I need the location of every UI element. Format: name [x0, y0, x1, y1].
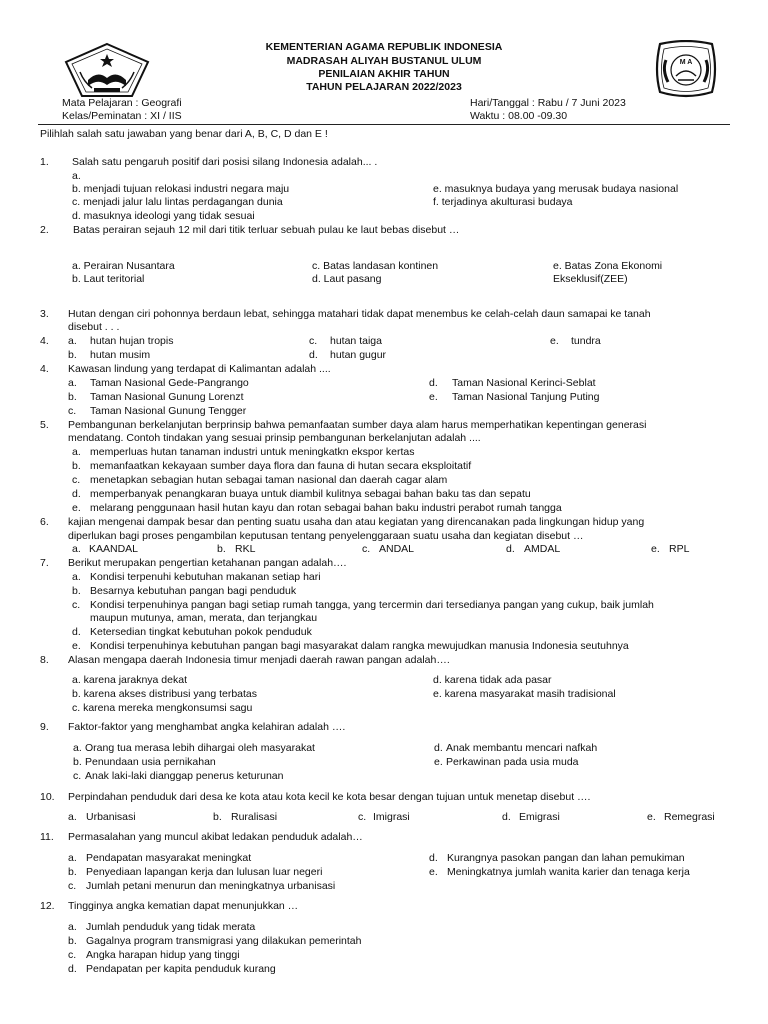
option: hutan musim [90, 349, 151, 361]
option: Remegrasi [664, 811, 715, 823]
option: Penyediaan lapangan kerja dan lulusan luar negeri [86, 866, 323, 878]
option-letter: e. [651, 543, 660, 555]
option-letter: c. [68, 949, 77, 961]
option-letter: e. [434, 756, 443, 768]
option: Ketersedian tingkat kebutuhan pokok penduduk [90, 626, 312, 638]
option: d. Laut pasang [312, 273, 382, 285]
option-letter: a. [72, 446, 81, 458]
option-letter: c. [72, 474, 81, 486]
option: Gagalnya program transmigrasi yang dilakukan pemerintah [86, 935, 362, 947]
option: Pendapatan per kapita penduduk kurang [86, 963, 276, 975]
option-letter: d. [429, 852, 438, 864]
option: Emigrasi [519, 811, 560, 823]
question-number: 5. [40, 419, 49, 431]
option-letter: d. [502, 811, 511, 823]
option: e. karena masyarakat masih tradisional [433, 688, 616, 700]
option: Penundaan usia pernikahan [85, 756, 216, 768]
question-number: 9. [40, 721, 49, 733]
option: Kurangnya pasokan pangan dan lahan pemukiman [447, 852, 685, 864]
question-number: 12. [40, 900, 55, 912]
option-letter: c. [73, 770, 82, 782]
option-letter: b. [73, 756, 82, 768]
option: Kondisi terpenuhi kebutuhan makanan setiap hari [90, 571, 321, 583]
option: melarang penggunaan hasil hutan kayu dan rotan sebagai bahan baku industri perabot rumah tangga [90, 502, 562, 514]
option-letter: b. [217, 543, 226, 555]
option: Ruralisasi [231, 811, 278, 823]
question-text: kajian mengenai dampak besar dan penting suatu usaha dan atau kegiatan yang direncanakan pada lingkungan hidup yang [68, 516, 645, 528]
option: Orang tua merasa lebih dihargai oleh masyarakat [85, 742, 315, 754]
option-letter: e. [647, 811, 656, 823]
option-letter: b. [68, 935, 77, 947]
option: e. masuknya budaya yang merusak budaya nasional [433, 183, 679, 195]
option: KAANDAL [89, 543, 139, 555]
option-letter: a. [73, 742, 82, 754]
option-letter: a. [68, 921, 77, 933]
logo-right-text: M A [679, 59, 693, 66]
option: Taman Nasional Gunung Tengger [90, 405, 247, 417]
option-letter: c. [309, 335, 318, 347]
option: c. menjadi jalur lalu lintas perdagangan dunia [72, 196, 283, 208]
option-letter: d. [434, 742, 443, 754]
option: a. [72, 170, 81, 182]
option-letter: a. [68, 811, 77, 823]
option-letter: e. [72, 502, 81, 514]
option-letter: e. [429, 391, 438, 403]
option: a. Perairan Nusantara [72, 260, 175, 272]
option-letter: c. [362, 543, 371, 555]
meta-date: Hari/Tanggal : Rabu / 7 Juni 2023 [470, 97, 626, 109]
meta-time: Waktu : 08.00 -09.30 [470, 110, 568, 122]
option: Jumlah penduduk yang tidak merata [86, 921, 256, 933]
option-letter: d. [68, 963, 77, 975]
question-text: diperlukan bagi proses pengambilan keputusan tentang penyelenggaraan suatu usaha dan kegiatan disebut … [68, 530, 584, 542]
option-letter: c. [358, 811, 367, 823]
option-letter: a. [68, 852, 77, 864]
option-letter: b. [213, 811, 222, 823]
option: Kondisi terpenuhinya pangan bagi setiap rumah tangga, yang tercermin dari tersedianya pangan yang cukup, baik jumlah [90, 599, 654, 611]
header-line-4: TAHUN PELAJARAN 2022/2023 [306, 81, 462, 93]
question-text: Hutan dengan ciri pohonnya berdaun lebat, sehingga matahari tidak dapat menembus ke celah-celah daun samapai ke tanah [68, 308, 651, 320]
option: Angka harapan hidup yang tinggi [86, 949, 240, 961]
option-letter: b. [68, 391, 77, 403]
option-letter: b. [72, 460, 81, 472]
meta-class: Kelas/Peminatan : XI / IIS [62, 110, 182, 122]
header-line-1: KEMENTERIAN AGAMA REPUBLIK INDONESIA [265, 41, 503, 53]
option: Anak membantu mencari nafkah [446, 742, 598, 754]
question-text: Pembangunan berkelanjutan berprinsip bahwa pemanfaatan sumber daya alam harus memperhatikan kepentingan generasi [68, 419, 647, 431]
option-letter: d. [72, 626, 81, 638]
option: d. masuknya ideologi yang tidak sesuai [72, 210, 255, 222]
option: Meningkatnya jumlah wanita karier dan tenaga kerja [447, 866, 690, 878]
option-letter: a. [72, 571, 81, 583]
option: hutan hujan tropis [90, 335, 174, 347]
option-letter: d. [506, 543, 515, 555]
option: Taman Nasional Tanjung Puting [452, 391, 600, 403]
meta-subject: Mata Pelajaran : Geografi [62, 97, 182, 109]
question-text: mendatang. Contoh tindakan yang sesuai prinsip pembangunan berkelanjutan adalah .... [68, 432, 481, 444]
option: d. karena tidak ada pasar [433, 674, 552, 686]
option: Pendapatan masyarakat meningkat [86, 852, 252, 864]
option: Imigrasi [373, 811, 410, 823]
option: AMDAL [524, 543, 561, 555]
option: hutan taiga [330, 335, 382, 347]
option: memperbanyak penangkaran buaya untuk diambil kulitnya sebagai bahan baku tas dan sepatu [90, 488, 531, 500]
question-text: Batas perairan sejauh 12 mil dari titik terluar sebuah pulau ke laut bebas disebut … [73, 224, 460, 236]
option: c. Batas landasan kontinen [312, 260, 439, 272]
question-number: 8. [40, 654, 49, 666]
option: f. terjadinya akulturasi budaya [433, 196, 573, 208]
option: Taman Nasional Gede-Pangrango [90, 377, 249, 389]
option: Taman Nasional Kerinci-Seblat [452, 377, 596, 389]
header-line-2: MADRASAH ALIYAH BUSTANUL ULUM [286, 55, 482, 67]
question-number: 4. [40, 363, 49, 375]
option-letter: c. [68, 405, 77, 417]
question-text: Tingginya angka kematian dapat menunjukkan … [68, 900, 299, 912]
header-rule [38, 124, 730, 125]
question-text: Salah satu pengaruh positif dari posisi silang Indonesia adalah... . [72, 156, 378, 168]
option-letter: b. [68, 866, 77, 878]
option: hutan gugur [330, 349, 387, 361]
question-number: 10. [40, 791, 55, 803]
question-text: Alasan mengapa daerah Indonesia timur menjadi daerah rawan pangan adalah…. [68, 654, 450, 666]
option: Taman Nasional Gunung Lorenzt [90, 391, 244, 403]
question-text: Faktor-faktor yang menghambat angka kelahiran adalah …. [68, 721, 346, 733]
option: Anak laki-laki dianggap penerus keturunan [85, 770, 284, 782]
option-letter: c. [68, 880, 77, 892]
question-number: 11. [40, 831, 54, 843]
option-letter: b. [72, 585, 81, 597]
question-number: 1. [40, 156, 49, 168]
option: c. karena mereka mengkonsumsi sagu [72, 702, 253, 714]
question-number: 7. [40, 557, 49, 569]
option: b. menjadi tujuan relokasi industri negara maju [72, 183, 290, 195]
instruction: Pilihlah salah satu jawaban yang benar dari A, B, C, D dan E ! [40, 128, 328, 140]
question-text: Permasalahan yang muncul akibat ledakan penduduk adalah… [68, 831, 363, 843]
header-line-3: PENILAIAN AKHIR TAHUN [318, 68, 450, 80]
option-letter: d. [429, 377, 438, 389]
question-text: Kawasan lindung yang terdapat di Kalimantan adalah .... [68, 363, 331, 375]
question-text: Perpindahan penduduk dari desa ke kota atau kota kecil ke kota besar dengan tujuan untuk menetap disebut …. [68, 791, 591, 803]
option-letter: a. [68, 377, 77, 389]
option: RKL [235, 543, 256, 555]
option: memanfaatkan kekayaan sumber daya flora dan fauna di hutan secara eksploitatif [90, 460, 472, 472]
option: Jumlah petani menurun dan meningkatnya urbanisasi [86, 880, 336, 892]
option-letter: a. [72, 543, 81, 555]
option: memperluas hutan tanaman industri untuk meningkatkn ekspor kertas [90, 446, 415, 458]
option: Ekseklusif(ZEE) [553, 273, 628, 285]
option-letter: d. [309, 349, 318, 361]
option: Urbanisasi [86, 811, 136, 823]
option: Perkawinan pada usia muda [446, 756, 579, 768]
option-letter: b. [68, 349, 77, 361]
option: ANDAL [379, 543, 415, 555]
option-letter: e. [550, 335, 559, 347]
option-letter: c. [72, 599, 81, 611]
question-number: 6. [40, 516, 49, 528]
question-number: 4. [40, 335, 49, 347]
option: b. karena akses distribusi yang terbatas [72, 688, 258, 700]
option-letter: e. [72, 640, 81, 652]
question-number: 2. [40, 224, 49, 236]
option: Kondisi terpenuhinya kebutuhan pangan bagi masyarakat dalam rangka mewujudkan manusia Indonesia seutuhnya [90, 640, 629, 652]
option: RPL [669, 543, 690, 555]
option: tundra [571, 335, 601, 347]
question-number: 3. [40, 308, 49, 320]
question-text: Berikut merupakan pengertian ketahanan pangan adalah…. [68, 557, 347, 569]
option: e. Batas Zona Ekonomi [553, 260, 663, 272]
option-letter: e. [429, 866, 438, 878]
question-text: disebut . . . [68, 321, 120, 333]
option: menetapkan sebagian hutan sebagai taman nasional dan daerah cagar alam [90, 474, 448, 486]
option: a. karena jaraknya dekat [72, 674, 187, 686]
option-letter: d. [72, 488, 81, 500]
option: b. Laut teritorial [72, 273, 145, 285]
option-letter: a. [68, 335, 77, 347]
option: maupun mutunya, aman, merata, dan terjangkau [90, 612, 318, 624]
option: Besarnya kebutuhan pangan bagi penduduk [90, 585, 297, 597]
